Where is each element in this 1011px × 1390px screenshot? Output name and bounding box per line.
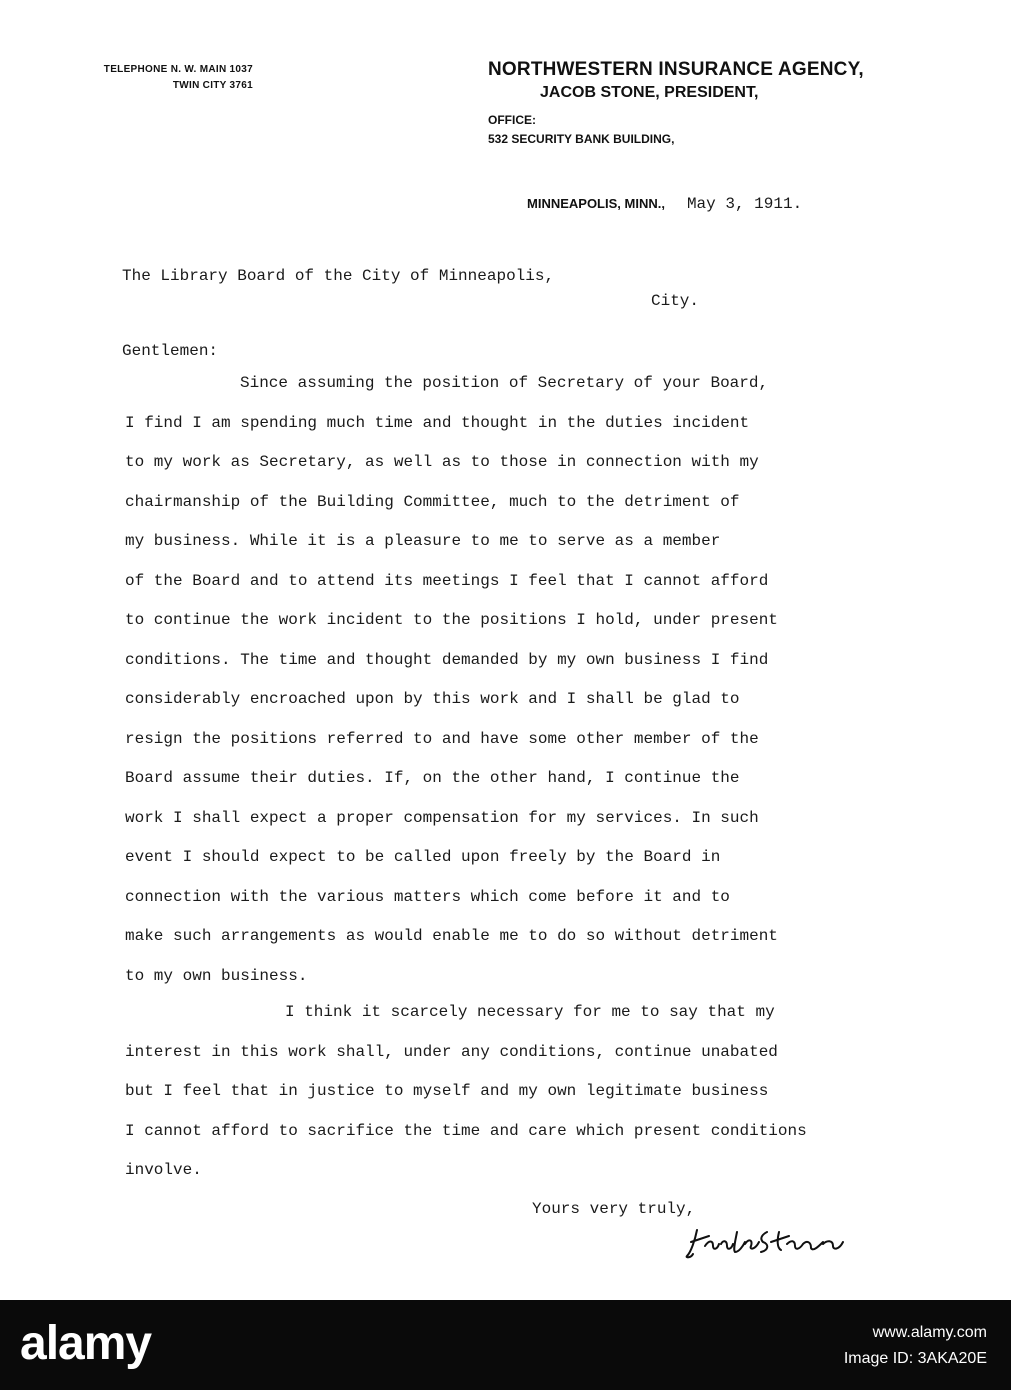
office-label: OFFICE: bbox=[488, 113, 536, 127]
watermark-bar bbox=[0, 1300, 1011, 1390]
addressee-city: City. bbox=[651, 292, 700, 310]
paragraph-line: make such arrangements as would enable me to do so without detriment bbox=[125, 927, 778, 945]
letterhead-company-block bbox=[488, 58, 864, 148]
company-name: NORTHWESTERN INSURANCE AGENCY, bbox=[488, 59, 864, 80]
paragraph-line: chairmanship of the Building Committee, much to the detriment of bbox=[125, 492, 740, 511]
paragraph-line: Since assuming the position of Secretary of your Board, bbox=[240, 374, 769, 392]
paragraph-line: Board assume their duties. If, on the other hand, I continue the bbox=[125, 769, 740, 787]
paragraph-line: I cannot afford to sacrifice the time and care which present conditions bbox=[125, 1121, 807, 1140]
paragraph-line: involve. bbox=[125, 1161, 202, 1179]
paragraph-line: interest in this work shall, under any conditions, continue unabated bbox=[125, 1042, 778, 1061]
paragraph-line: my business. While it is a pleasure to me to serve as a member bbox=[125, 532, 721, 550]
paragraph-line: resign the positions referred to and have some other member of the bbox=[125, 729, 759, 748]
telephone-main: TELEPHONE N. W. MAIN 1037 bbox=[103, 64, 253, 75]
paragraph-line: of the Board and to attend its meetings I feel that I cannot afford bbox=[125, 571, 769, 590]
letterhead-city: MINNEAPOLIS, MINN., bbox=[527, 196, 665, 211]
paragraph-line: event I should expect to be called upon freely by the Board in bbox=[125, 848, 721, 866]
paragraph-line: but I feel that in justice to myself and my own legitimate business bbox=[125, 1082, 769, 1100]
paragraph-line: conditions. The time and thought demanded by my own business I find bbox=[125, 650, 769, 669]
closing: Yours very truly, bbox=[532, 1200, 696, 1218]
signature-image bbox=[683, 1222, 853, 1264]
watermark-url: www.alamy.com bbox=[872, 1324, 987, 1341]
paragraph-line: connection with the various matters which come before it and to bbox=[125, 887, 730, 906]
paragraph-2 bbox=[125, 993, 975, 1191]
paragraph-line: to my work as Secretary, as well as to those in connection with my bbox=[125, 453, 759, 471]
dateline bbox=[527, 195, 802, 213]
letter-date: May 3, 1911. bbox=[686, 195, 803, 213]
telephone-twin-city: TWIN CITY 3761 bbox=[172, 80, 253, 91]
paragraph-line: work I shall expect a proper compensation for my services. In such bbox=[125, 808, 759, 827]
paragraph-line: to continue the work incident to the positions I hold, under present bbox=[125, 611, 778, 629]
president-line: JACOB STONE, PRESIDENT, bbox=[540, 84, 759, 101]
paragraph-line: to my own business. bbox=[125, 966, 308, 985]
image-id: Image ID: 3AKA20E bbox=[843, 1350, 987, 1367]
addressee-name: The Library Board of the City of Minneapolis, bbox=[122, 267, 555, 285]
paragraph-line: I think it scarcely necessary for me to say that my bbox=[285, 1003, 775, 1021]
salutation: Gentlemen: bbox=[122, 342, 219, 360]
office-address: 532 SECURITY BANK BUILDING, bbox=[488, 132, 675, 146]
paragraph-1 bbox=[125, 364, 975, 996]
paragraph-line: considerably encroached upon by this work and I shall be glad to bbox=[125, 690, 740, 708]
letterhead-phone-block bbox=[57, 62, 253, 94]
alamy-logo bbox=[20, 1317, 195, 1372]
paragraph-line: I find I am spending much time and thought in the duties incident bbox=[125, 413, 750, 432]
svg-text:alamy: alamy bbox=[20, 1317, 152, 1370]
